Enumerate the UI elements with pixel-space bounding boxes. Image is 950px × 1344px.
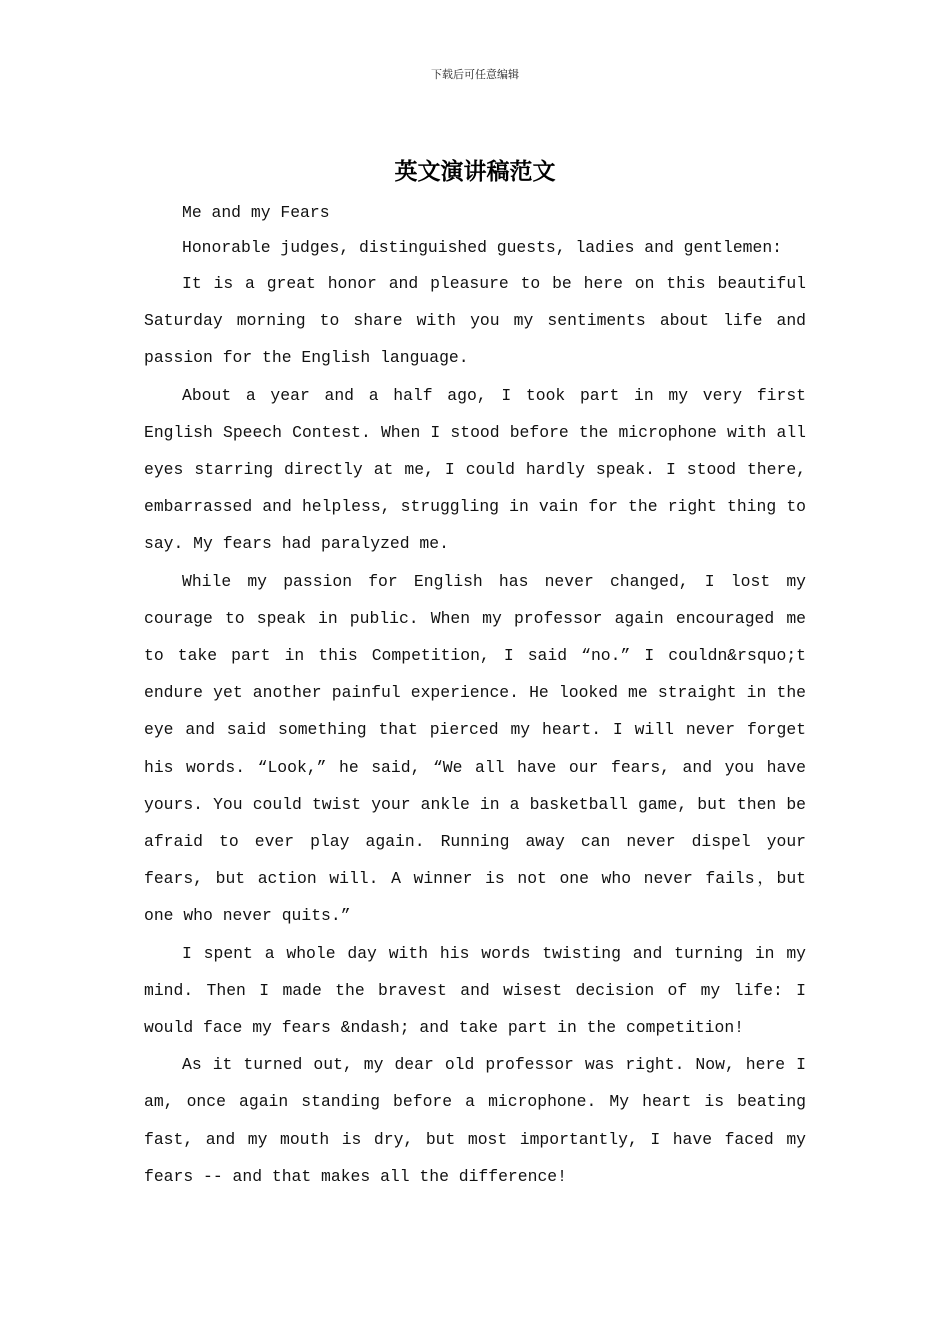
- salutation-paragraph: Honorable judges, distinguished guests, ladies and gentlemen:: [182, 237, 782, 257]
- speech-heading: Me and my Fears: [182, 203, 330, 222]
- contest-memory-paragraph: About a year and a half ago, I took part in my very first English Speech Contest. When I stood before the microphone with all eyes starring directly at me, I could hardly speak. I stood there, embarrassed and helpless, struggling in vain for the right thing to say. My fears had paralyzed me.: [144, 385, 806, 554]
- opening-paragraph: It is a great honor and pleasure to be here on this beautiful Saturday morning to share with you my sentiments about life and passion for the English language.: [144, 274, 806, 368]
- decision-paragraph: I spent a whole day with his words twisting and turning in my mind. Then I made the bravest and wisest decision of my life: I would face my fears &ndash; and take part in the competition!: [144, 943, 806, 1038]
- document-title: 英文演讲稿范文: [394, 158, 556, 185]
- professor-advice-paragraph: While my passion for English has never changed, I lost my courage to speak in public. When my professor again encouraged me to take part in this Competition, I said “no.” I couldn&rsquo;t endure yet another painful experience. He looked me straight in the eye and said something that pierced my heart. I will never forget his words. “Look,” he said, “We all have our fears, and you have yours. You could twist your ankle in a basketball game, but then be afraid to ever play again. Running away can never dispel your fears, but action will. A winner is not one who never fails，but one who never quits.”: [144, 571, 806, 926]
- header-note: 下载后可任意编辑: [431, 68, 519, 81]
- closing-paragraph: As it turned out, my dear old professor was right. Now, here I am, once again standing before a microphone. My heart is beating fast, and my mouth is dry, but most importantly, I have faced my fears -- and that makes all the difference!: [144, 1055, 806, 1186]
- speech-body: [144, 196, 806, 1195]
